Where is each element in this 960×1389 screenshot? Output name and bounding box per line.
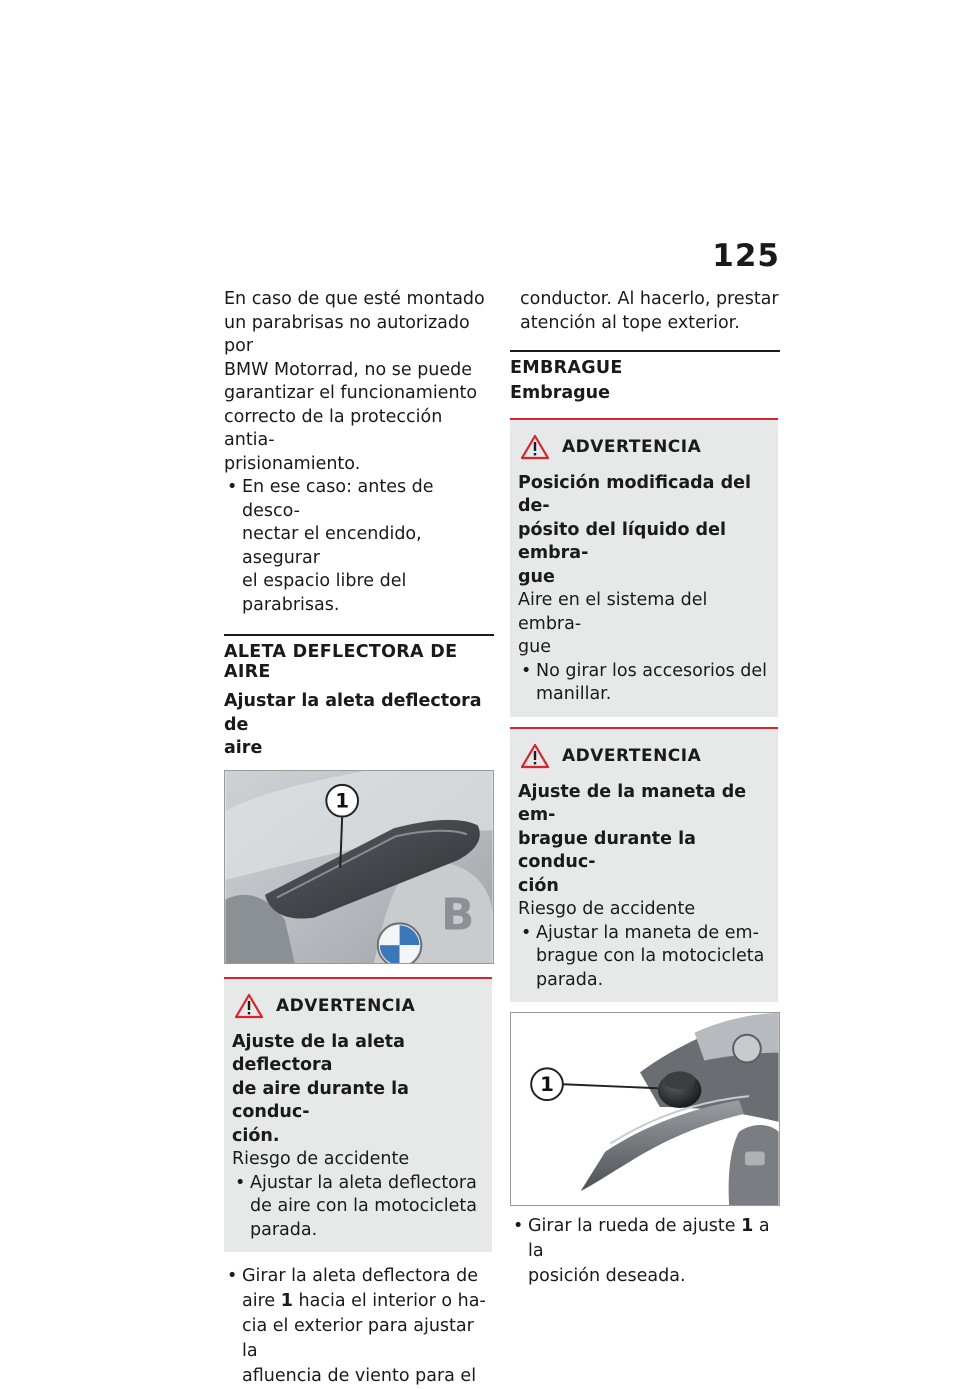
section-title: EMBRAGUE	[510, 358, 623, 378]
warning-bullets	[518, 922, 770, 993]
warning-title: ADVERTENCIA	[562, 436, 702, 457]
intro-bullet-list	[224, 476, 494, 617]
subsection-title: Ajustar la aleta deflectora de aire	[224, 691, 482, 758]
section-divider	[224, 634, 494, 636]
warning-subtitle: Ajuste de la aleta deflectora de aire durante la conduc- ción.	[232, 1031, 409, 1146]
continuation-text: conductor. Al hacerlo, prestar atención al tope exterior.	[520, 289, 779, 333]
section-divider	[510, 350, 780, 352]
reference-number: 1	[280, 1291, 293, 1311]
page-number: 125	[712, 238, 780, 274]
left-column	[224, 288, 494, 1389]
list-item: • En ese caso: antes de desco- nectar el encendido, asegurar el espacio libre del parabrisas.	[224, 476, 494, 617]
warning-bullets	[232, 1172, 484, 1243]
svg-text:1: 1	[335, 789, 350, 813]
warning-box	[224, 977, 492, 1253]
svg-text:B: B	[441, 889, 475, 940]
warning-triangle-icon	[520, 434, 550, 460]
air-deflector-photo	[224, 770, 494, 964]
warning-title: ADVERTENCIA	[562, 745, 702, 766]
list-item: • Ajustar la maneta de em- brague con la motocicleta parada.	[518, 922, 770, 993]
warning-box	[510, 418, 778, 717]
right-column	[510, 288, 780, 1289]
clutch-lever-photo	[510, 1012, 780, 1206]
warning-bullets	[518, 660, 770, 707]
warning-triangle-icon	[520, 743, 550, 769]
warning-risk: Aire en el sistema del embra- gue	[518, 590, 708, 657]
subsection-title: Embrague	[510, 383, 611, 403]
svg-text:1: 1	[540, 1073, 554, 1097]
warning-triangle-icon	[234, 993, 264, 1019]
warning-title: ADVERTENCIA	[276, 995, 416, 1016]
warning-risk: Riesgo de accidente	[232, 1149, 410, 1169]
warning-subtitle: Posición modificada del de- pósito del líquido del embra- gue	[518, 472, 751, 587]
list-item: • Girar la aleta deflectora de aire 1 hacia el interior o ha- cia el exterior para ajustar la afluencia de viento para el	[224, 1264, 494, 1389]
warning-subtitle: Ajuste de la maneta de em- brague durante la conduc- ción	[518, 781, 747, 896]
list-item: • No girar los accesorios del manillar.	[518, 660, 770, 707]
step-list	[224, 1264, 494, 1389]
warning-box	[510, 727, 778, 1003]
section-title: ALETA DEFLECTORA DE AIRE	[224, 642, 458, 682]
warning-risk: Riesgo de accidente	[518, 899, 696, 919]
list-item: • Girar la rueda de ajuste 1 a la posición deseada.	[510, 1214, 780, 1289]
reference-number: 1	[741, 1216, 754, 1236]
step-list	[510, 1214, 780, 1289]
intro-paragraph: En caso de que esté montado un parabrisas no autorizado por BMW Motorrad, no se puede garantizar el funcionamiento correcto de la protección antia- prisionamiento.	[224, 289, 485, 474]
list-item: • Ajustar la aleta deflectora de aire con la motocicleta parada.	[232, 1172, 484, 1243]
